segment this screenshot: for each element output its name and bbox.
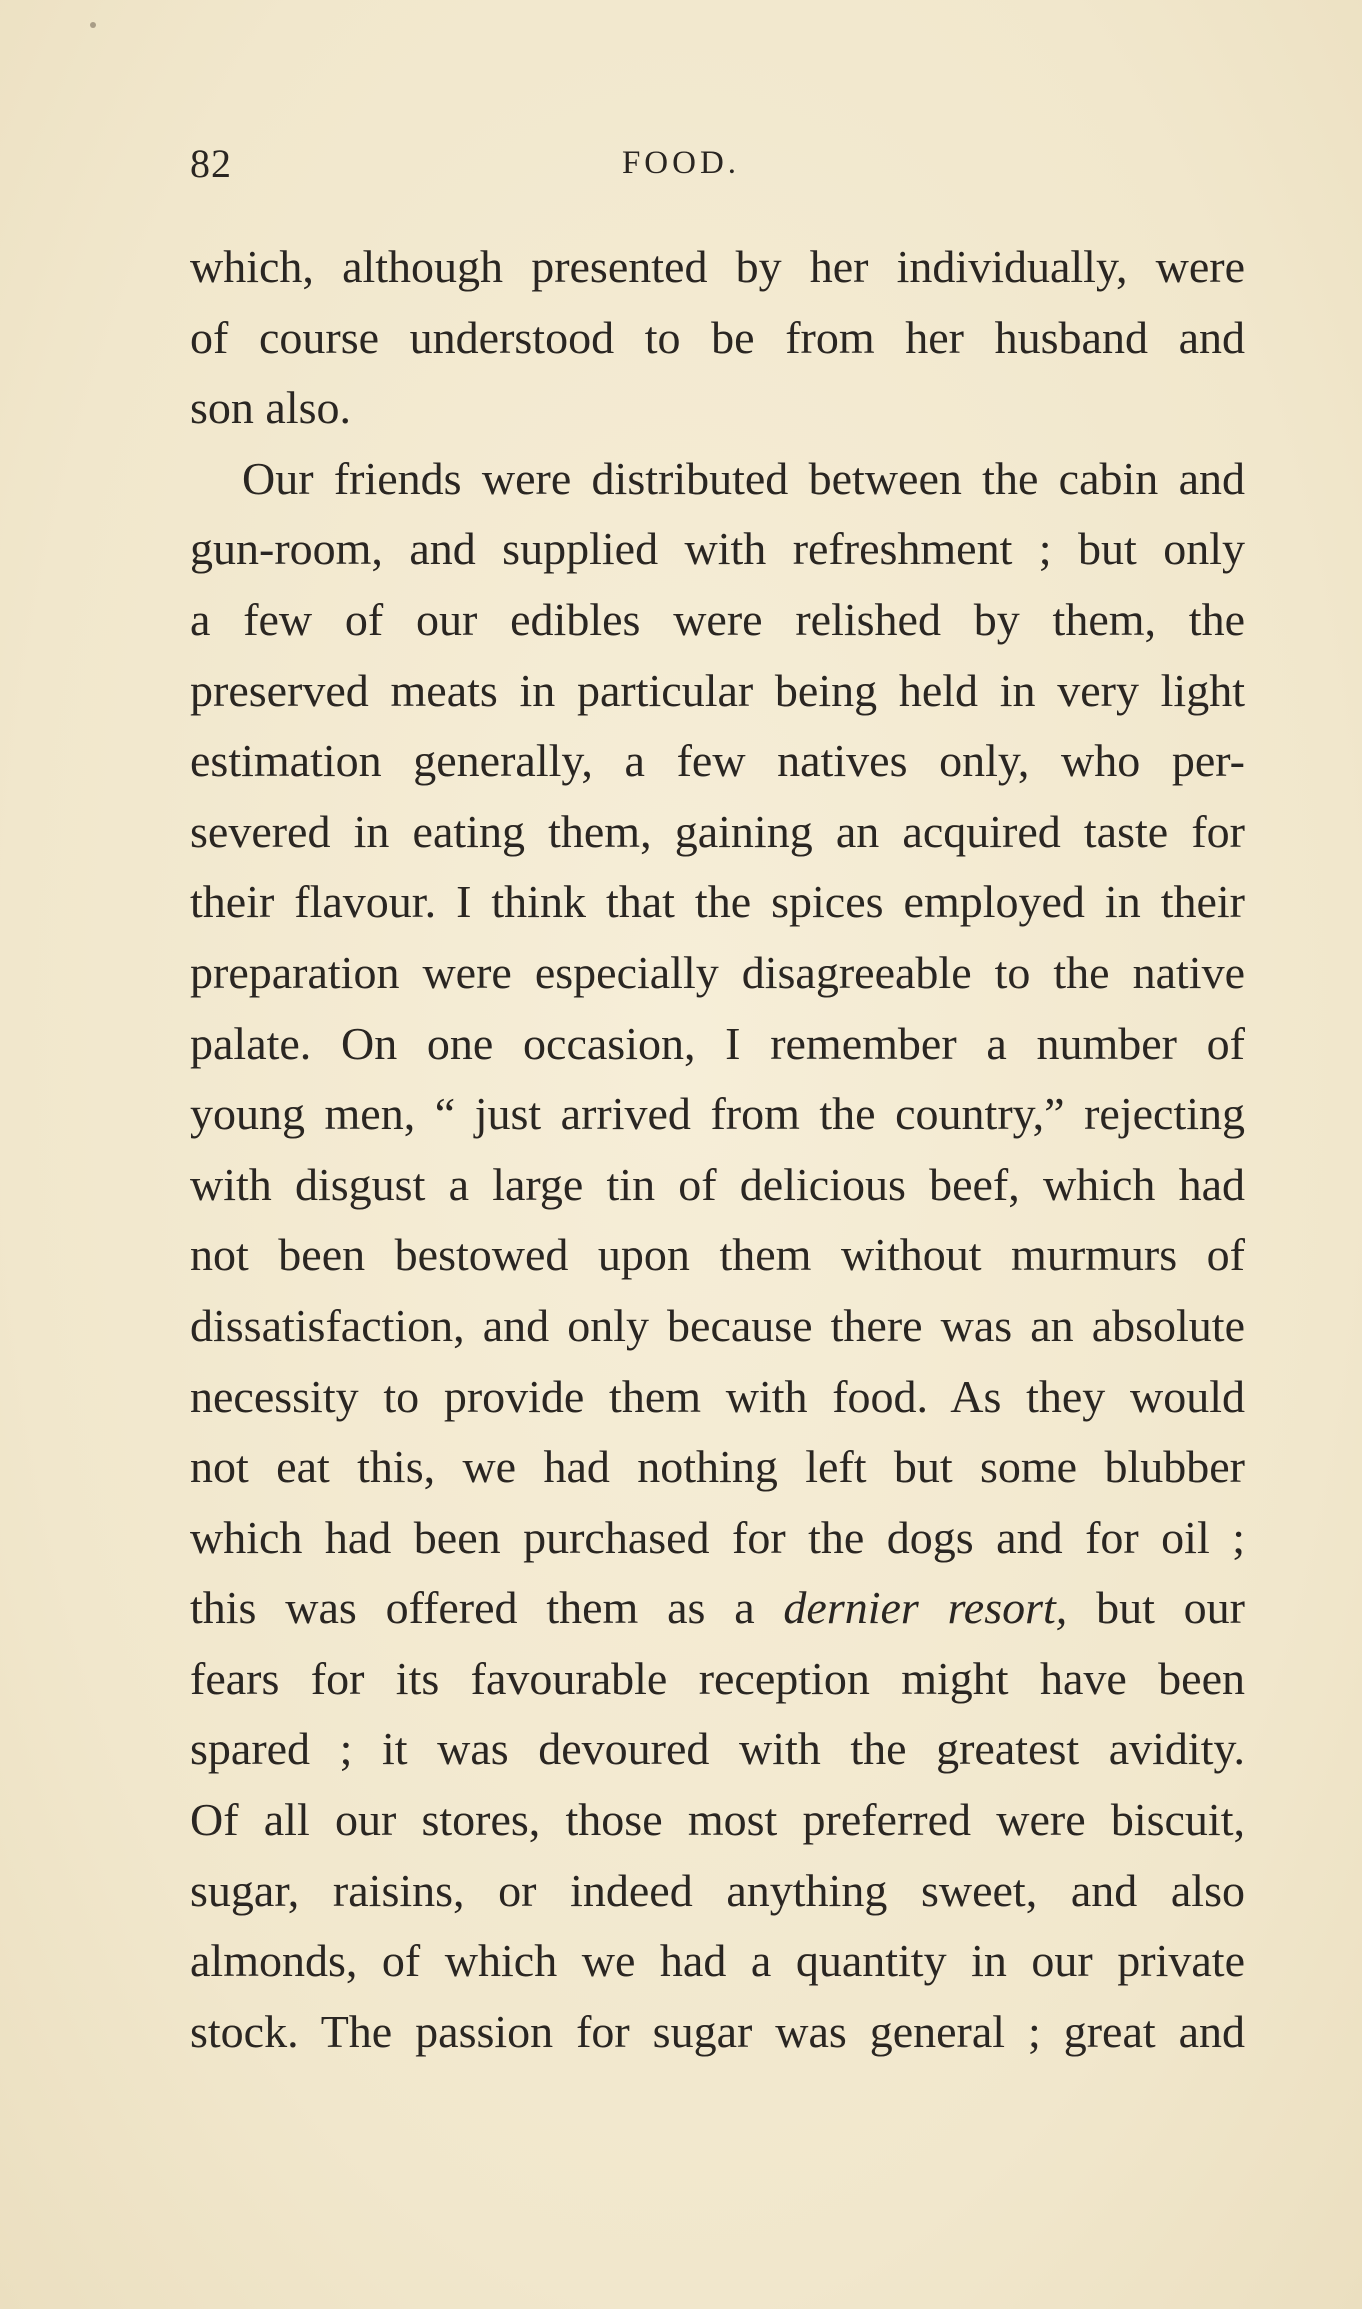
text-line: which, although presented by her individually, were (190, 241, 1245, 292)
text-line: young men, “ just arrived from the country,” rejecting (190, 1088, 1245, 1140)
text-line: severed in eating them, gaining an acquired taste for (190, 805, 1245, 857)
text-line: Of all our stores, those most preferred were biscuit, (190, 1794, 1245, 1846)
text-line: a few of our edibles were relished by them, the (190, 593, 1245, 645)
text-line: of course understood to be from her husband and (190, 311, 1245, 363)
text-line: not been bestowed upon them without murmurs of (190, 1229, 1245, 1281)
text-line: estimation generally, a few natives only, who per- (190, 735, 1245, 787)
text-line: gun-room, and supplied with refreshment ; but only (190, 523, 1245, 575)
paragraph-first-line: Our friends were distributed between the cabin and (242, 452, 1245, 504)
page-number: 82 (190, 141, 232, 186)
line-segment: but our (1067, 1582, 1245, 1634)
text-line: preserved meats in particular being held in very light (190, 664, 1245, 716)
text-line: almonds, of which we had a quantity in our private (190, 1935, 1245, 1987)
text-line: spared ; it was devoured with the greatest avidity. (190, 1723, 1245, 1775)
text-line: sugar, raisins, or indeed anything sweet, and also (190, 1864, 1245, 1916)
text-line: preparation were especially disagreeable to the native (190, 946, 1245, 998)
text-line: necessity to provide them with food. As they would (190, 1370, 1245, 1422)
running-title: FOOD. (621, 145, 741, 181)
text-line: stock. The passion for sugar was general ; great and (190, 2005, 1245, 2057)
text-line: not eat this, we had nothing left but some blubber (190, 1441, 1245, 1493)
line-segment: this was offered them as a (190, 1582, 784, 1634)
paper-speck (90, 22, 96, 28)
text-line: fears for its favourable reception might have been (190, 1652, 1245, 1704)
text-line: with disgust a large tin of delicious beef, which had (190, 1158, 1245, 1210)
text-line: palate. On one occasion, I remember a number of (190, 1017, 1245, 1069)
italic-phrase: dernier resort, (783, 1582, 1068, 1634)
text-line-with-italic (190, 1573, 1245, 1644)
body-text (190, 232, 1245, 2067)
text-line: son also. (190, 382, 351, 434)
text-line: dissatisfaction, and only because there was an absolute (190, 1299, 1245, 1351)
text-line: which had been purchased for the dogs and for oil ; (190, 1511, 1245, 1563)
text-line: their flavour. I think that the spices employed in their (190, 876, 1245, 928)
